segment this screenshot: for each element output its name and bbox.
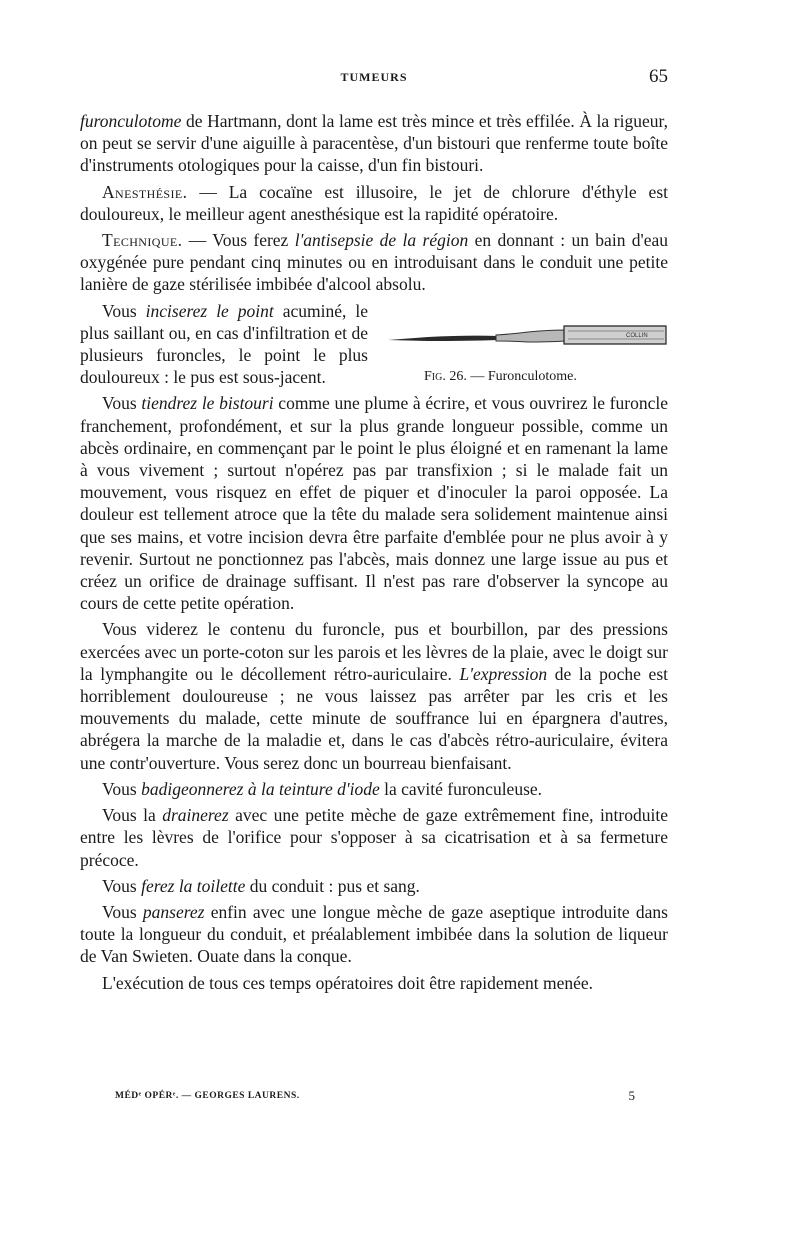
scalpel-neck — [496, 330, 566, 342]
scalpel-blade — [388, 335, 498, 340]
emphasis-text: L'expression — [459, 663, 548, 684]
emphasis-text: inciserez le point — [145, 300, 274, 321]
emphasis-text: ferez la toilette — [141, 875, 246, 896]
paragraph-technique — [80, 229, 668, 296]
paragraph-text: avec une petite mèche de gaze extrêmement fine, introduite entre les lèvres de l'orifice pour s'opposer à sa cicatrisation et à sa fermeture précoce. — [80, 805, 668, 870]
paragraph-text: enfin avec une longue mèche de gaze aseptique introduite dans toute la longueur du conduit, et préalablement imbibée dans la solution de liqueur de Van Swieten. Ouate dans la conque. — [80, 901, 668, 967]
paragraph-text: — Vous ferez — [182, 230, 295, 251]
paragraph-6 — [80, 618, 668, 773]
paragraph-text: Vous la — [102, 805, 163, 826]
maker-mark: COLLIN — [626, 332, 648, 339]
paragraph-text: de la poche est horriblement douloureuse ; ne vous laissez pas arrêter par les cris et les mouvements du malade, cette minute de souffrance lui en épargnera d'autres, abrégera la marche de la maladie et, dans le cas d'abcès rétro-auriculaire, évitera une contr'ouverture. Vous serez donc un bourreau bienfaisant. — [80, 663, 668, 773]
emphasis-text: panserez — [142, 901, 205, 922]
paragraph-8 — [80, 804, 668, 871]
section-label-technique: Technique. — [102, 230, 183, 251]
body-text — [80, 110, 668, 998]
emphasis-text: tiendrez le bistouri — [141, 393, 274, 414]
paragraph-text: Vous — [102, 778, 142, 799]
paragraph-text: comme une plume à écrire, et vous ouvrirez le furoncle franchement, profondément, et sur la plus grande longueur possible, comme un abcès ordinaire, en commençant par le point le plus éloigné et en ramenant la lame à vous vivement ; surtout n'opérez pas par transfixion ; si le malade fait un mouvement, vous risquez en effet de piquer et d'inoculer la paroi opposée. La douleur est tellement atroce que la tête du malade sera solidement maintenue ainsi que ses mains, et votre incision devra être parfaite d'emblée pour ne plus avoir à y revenir. Surtout ne ponctionnez pas l'abcès, mais donnez une large issue au pus et créez un orifice de drainage suffisant. Il n'est pas rare d'observer la syncope au cours de cette petite opération. — [80, 393, 668, 614]
paragraph-text: du conduit : pus et sang. — [245, 875, 420, 896]
paragraph-text: de Hartmann, dont la lame est très mince et très effilée. À la rigueur, on peut se servir d'une aiguille à paracentèse, d'un bistouri que renferme toute boîte d'instruments otologiques pour la caisse, d'un fin bistouri. — [80, 111, 668, 176]
paragraph-text: acuminé, le plus saillant ou, en cas d'infiltration et de plusieurs furoncles, le point le plus douloureux : le pus est sous-jacent. — [80, 300, 368, 388]
paragraph-text: Vous — [102, 300, 146, 321]
paragraph-1 — [80, 110, 668, 177]
instrument-name: furonculotome — [80, 111, 182, 131]
figure-label: Fig. 26. — [424, 368, 467, 384]
paragraph-text: Vous viderez le contenu du furoncle, pus et bourbillon, par des pressions exercées avec un porte-coton sur les parois et les lèvres de la plaie, avec le doigt sur la lymphangite ou le décollement rétro-auriculaire. — [80, 619, 668, 684]
emphasis-text: l'antisepsie de la région — [294, 230, 469, 251]
paragraph-text: Vous — [102, 393, 142, 414]
paragraph-text: la cavité furonculeuse. — [379, 778, 543, 799]
paragraph-text: en donnant : un bain d'eau oxygénée pure pendant cinq minutes ou en introduisant dans le conduit une petite lanière de gaze stérilisée imbibée d'alcool absolu. — [80, 230, 668, 295]
paragraph-10 — [80, 901, 668, 968]
page-header — [80, 66, 668, 94]
paragraph-11 — [80, 972, 668, 994]
furonculotome-illustration — [388, 306, 668, 362]
footer-credit: MÉDᵉ OPÉRᵉ. — GEORGES LAURENS. — [115, 1091, 300, 1101]
signature-mark: 5 — [628, 1088, 635, 1103]
page-footer — [115, 1088, 635, 1108]
paragraph-7 — [80, 778, 668, 800]
figure-caption — [424, 366, 577, 388]
paragraph-text: Vous — [102, 901, 143, 922]
paragraph-text: — La cocaïne est illusoire, le jet de chlorure d'éthyle est douloureux, le meilleur agent anesthésique est la rapidité opératoire. — [80, 181, 668, 224]
figure-furonculotome — [388, 304, 668, 386]
paragraph-anesthesie — [80, 181, 668, 225]
emphasis-text: drainerez — [162, 805, 229, 826]
page-number: 65 — [649, 66, 668, 87]
paragraph-text: Vous — [102, 875, 142, 896]
running-title: TUMEURS — [340, 70, 408, 84]
scalpel-handle — [564, 326, 666, 344]
paragraph-9 — [80, 875, 668, 897]
section-label-anesthesie: Anesthésie. — [102, 181, 188, 202]
paragraph-text: L'exécution de tous ces temps opératoires doit être rapidement menée. — [102, 972, 594, 993]
paragraph-5 — [80, 392, 668, 614]
emphasis-text: badigeonnerez à la teinture d'iode — [141, 778, 380, 799]
figure-caption-text: — Furonculotome. — [466, 368, 577, 384]
